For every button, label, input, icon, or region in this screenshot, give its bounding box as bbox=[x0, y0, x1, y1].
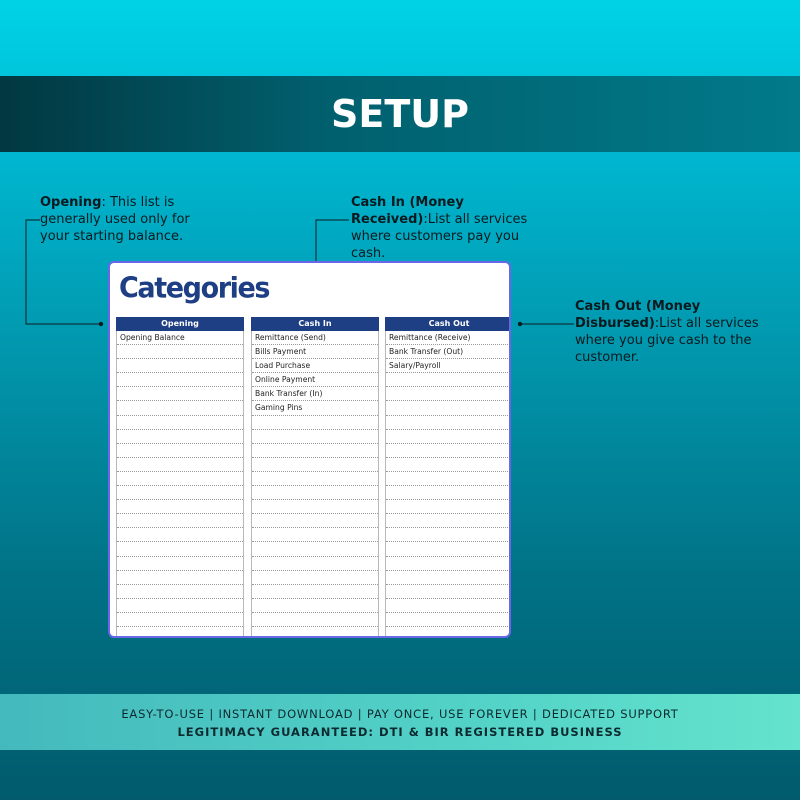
table-cell[interactable] bbox=[252, 528, 378, 542]
table-cell[interactable] bbox=[117, 542, 243, 556]
table-cell[interactable] bbox=[252, 542, 378, 556]
table-cell[interactable] bbox=[252, 458, 378, 472]
table-cell[interactable]: Remittance (Receive) bbox=[386, 331, 511, 345]
sheet-title: Categories bbox=[119, 272, 270, 305]
footer-legitimacy: LEGITIMACY GUARANTEED: DTI & BIR REGISTERED BUSINESS bbox=[177, 725, 623, 739]
page-title: SETUP bbox=[331, 92, 469, 136]
table-cell[interactable] bbox=[117, 359, 243, 373]
table-cell[interactable]: Remittance (Send) bbox=[252, 331, 378, 345]
table-cell[interactable] bbox=[252, 613, 378, 627]
cash-in-column-body bbox=[251, 331, 379, 638]
table-cell[interactable] bbox=[117, 613, 243, 627]
table-cell[interactable] bbox=[117, 444, 243, 458]
table-cell[interactable] bbox=[117, 599, 243, 613]
table-cell[interactable] bbox=[252, 557, 378, 571]
table-cell[interactable] bbox=[252, 627, 378, 638]
cash-out-callout-dot bbox=[518, 322, 522, 326]
table-cell[interactable]: Salary/Payroll bbox=[386, 359, 511, 373]
opening-annotation bbox=[40, 194, 205, 245]
cash-out-annotation-text: :List all services where you give cash to the customer. bbox=[575, 316, 759, 365]
cash-out-column bbox=[385, 317, 511, 638]
table-cell[interactable] bbox=[252, 430, 378, 444]
table-cell[interactable] bbox=[386, 599, 511, 613]
table-cell[interactable] bbox=[252, 585, 378, 599]
table-cell[interactable] bbox=[386, 430, 511, 444]
table-cell[interactable] bbox=[117, 430, 243, 444]
footer-banner bbox=[0, 694, 800, 750]
table-cell[interactable] bbox=[252, 486, 378, 500]
table-cell[interactable] bbox=[117, 345, 243, 359]
table-cell[interactable] bbox=[386, 387, 511, 401]
table-cell[interactable]: Load Purchase bbox=[252, 359, 378, 373]
table-cell[interactable] bbox=[252, 416, 378, 430]
table-cell[interactable]: Bank Transfer (Out) bbox=[386, 345, 511, 359]
table-cell[interactable] bbox=[386, 401, 511, 415]
table-cell[interactable] bbox=[386, 557, 511, 571]
table-cell[interactable] bbox=[117, 416, 243, 430]
cash-in-column bbox=[251, 317, 379, 638]
title-banner bbox=[0, 76, 800, 152]
table-cell[interactable] bbox=[386, 514, 511, 528]
table-cell[interactable] bbox=[252, 514, 378, 528]
table-cell[interactable] bbox=[117, 514, 243, 528]
table-cell[interactable] bbox=[386, 458, 511, 472]
table-cell[interactable]: Bills Payment bbox=[252, 345, 378, 359]
table-cell[interactable] bbox=[117, 627, 243, 638]
table-cell[interactable] bbox=[117, 585, 243, 599]
cash-out-column-header: Cash Out bbox=[385, 317, 511, 331]
opening-column-body bbox=[116, 331, 244, 638]
table-cell[interactable] bbox=[252, 500, 378, 514]
cash-out-annotation-label: Cash Out (Money Disbursed) bbox=[575, 299, 701, 331]
table-cell[interactable]: Opening Balance bbox=[117, 331, 243, 345]
opening-column-header: Opening bbox=[116, 317, 244, 331]
table-cell[interactable] bbox=[252, 599, 378, 613]
table-cell[interactable] bbox=[117, 458, 243, 472]
cash-in-annotation-text: :List all services where customers pay you cash. bbox=[351, 212, 528, 261]
table-cell[interactable] bbox=[386, 472, 511, 486]
table-cell[interactable] bbox=[386, 373, 511, 387]
table-cell[interactable] bbox=[386, 486, 511, 500]
opening-callout-dot bbox=[99, 322, 103, 326]
opening-annotation-text: : This list is generally used only for your starting balance. bbox=[40, 195, 190, 244]
cash-in-annotation-label: Cash In (Money Received) bbox=[351, 195, 464, 227]
table-cell[interactable] bbox=[117, 472, 243, 486]
table-cell[interactable] bbox=[117, 571, 243, 585]
table-cell[interactable] bbox=[386, 613, 511, 627]
table-cell[interactable] bbox=[117, 557, 243, 571]
table-cell[interactable] bbox=[386, 528, 511, 542]
table-cell[interactable] bbox=[252, 571, 378, 585]
opening-column bbox=[116, 317, 244, 638]
table-cell[interactable] bbox=[117, 387, 243, 401]
table-cell[interactable]: Online Payment bbox=[252, 373, 378, 387]
table-cell[interactable] bbox=[386, 542, 511, 556]
cash-out-annotation bbox=[575, 298, 785, 366]
footer-features: EASY-TO-USE | INSTANT DOWNLOAD | PAY ONCE, USE FOREVER | DEDICATED SUPPORT bbox=[121, 707, 679, 721]
table-cell[interactable] bbox=[386, 627, 511, 638]
table-cell[interactable] bbox=[252, 444, 378, 458]
table-cell[interactable] bbox=[252, 472, 378, 486]
table-cell[interactable] bbox=[117, 500, 243, 514]
table-cell[interactable]: Bank Transfer (In) bbox=[252, 387, 378, 401]
table-cell[interactable] bbox=[386, 444, 511, 458]
table-cell[interactable] bbox=[117, 373, 243, 387]
table-cell[interactable] bbox=[386, 416, 511, 430]
cash-in-annotation bbox=[351, 194, 541, 262]
cash-out-column-body bbox=[385, 331, 511, 638]
table-cell[interactable] bbox=[386, 500, 511, 514]
table-cell[interactable] bbox=[386, 585, 511, 599]
table-cell[interactable] bbox=[117, 486, 243, 500]
cash-in-column-header: Cash In bbox=[251, 317, 379, 331]
table-cell[interactable] bbox=[117, 401, 243, 415]
table-cell[interactable] bbox=[117, 528, 243, 542]
table-cell[interactable] bbox=[386, 571, 511, 585]
table-cell[interactable]: Gaming Pins bbox=[252, 401, 378, 415]
categories-sheet bbox=[108, 261, 511, 638]
opening-annotation-label: Opening bbox=[40, 195, 102, 210]
